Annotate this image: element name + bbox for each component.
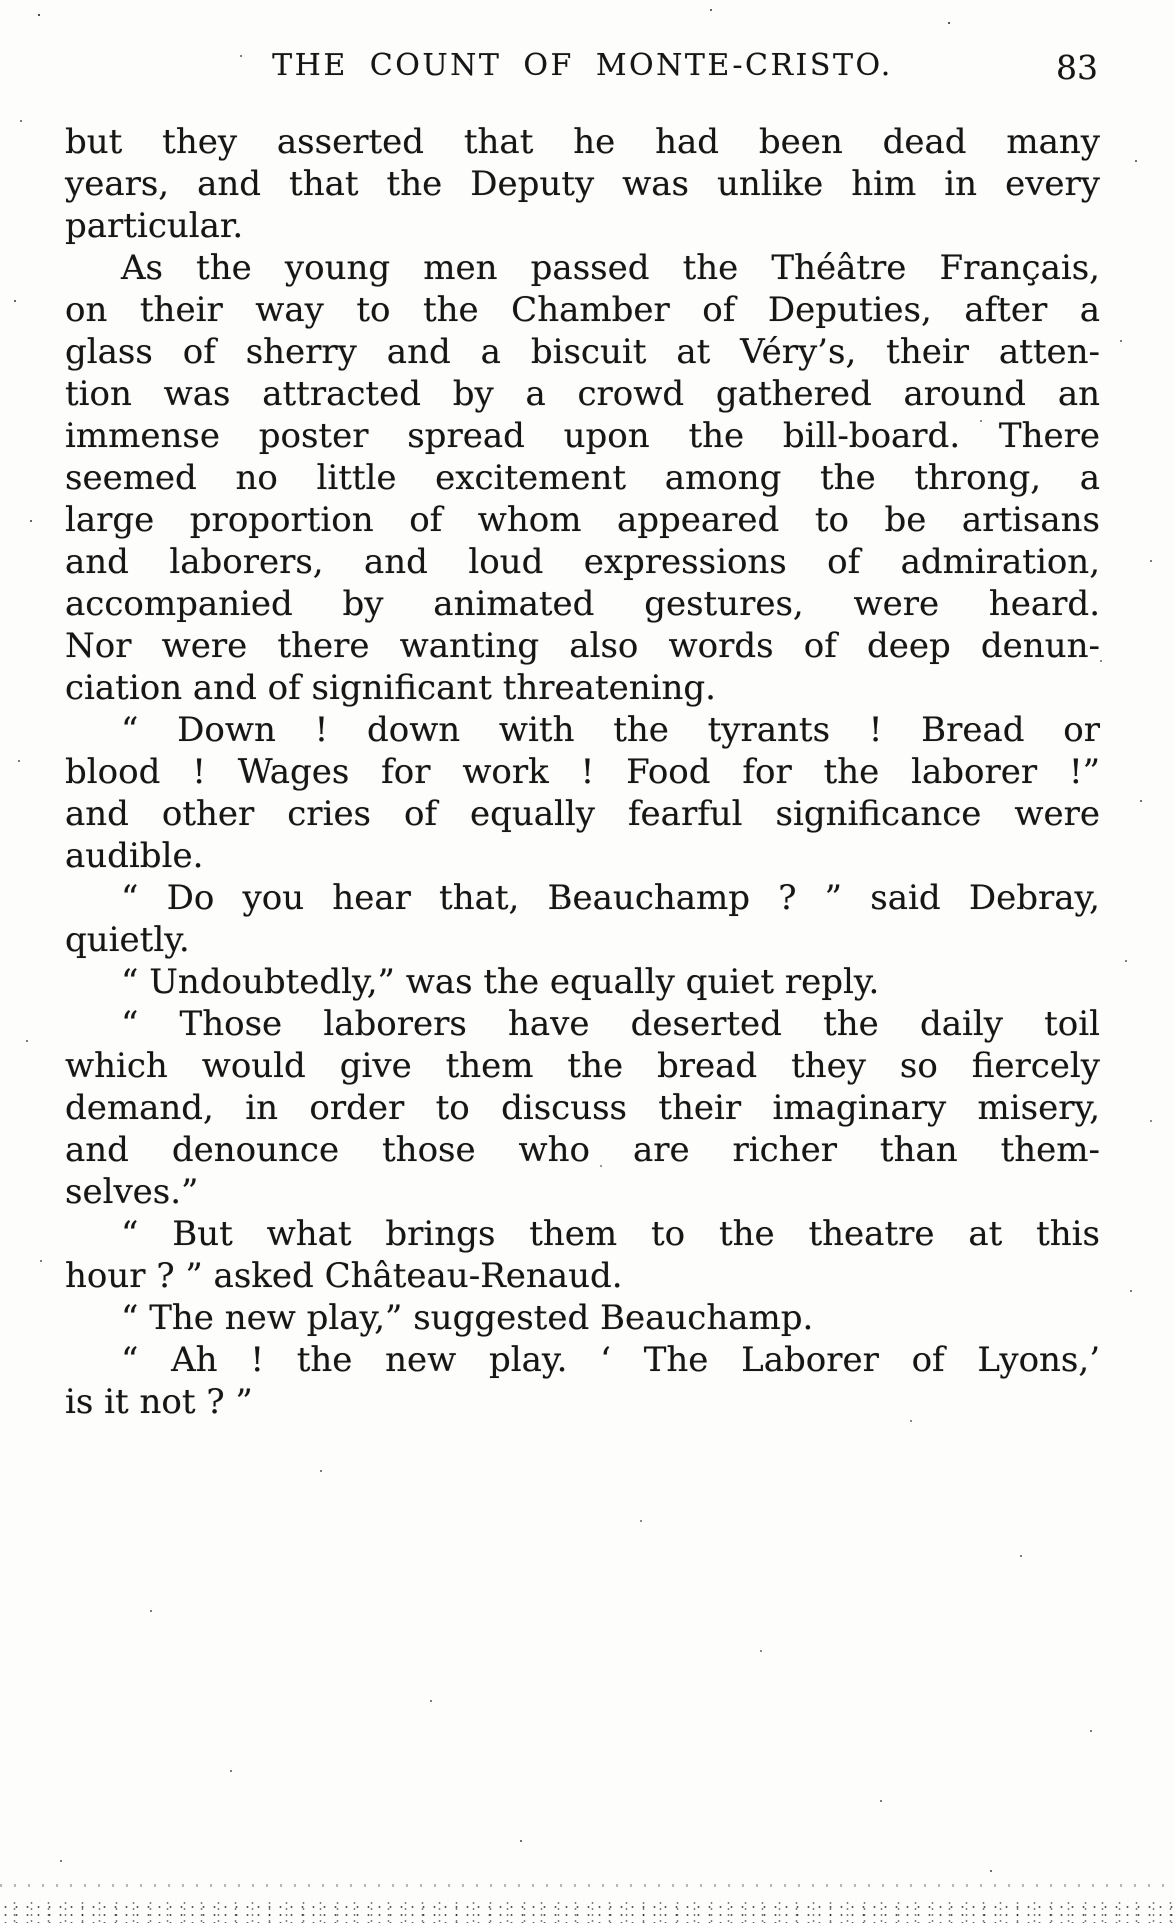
text-line: “ Those laborers have deserted the daily toil — [121, 1004, 1100, 1044]
text-line: immense poster spread upon the bill-board. There — [65, 416, 1100, 456]
text-line: and other cries of equally fearful significance were — [65, 794, 1100, 834]
text-line: As the young men passed the Théâtre Français, — [121, 248, 1100, 288]
paper-speckles — [0, 0, 2, 2]
page-number: 83 — [1056, 48, 1098, 87]
text-line: quietly. — [65, 920, 190, 960]
text-line: hour ? ” asked Château-Renaud. — [65, 1256, 623, 1296]
text-line: large proportion of whom appeared to be artisans — [65, 500, 1100, 540]
text-line: years, and that the Deputy was unlike him in every — [65, 164, 1100, 204]
text-line: particular. — [65, 206, 244, 246]
text-line: ciation and of significant threatening. — [65, 668, 716, 708]
text-line: demand, in order to discuss their imaginary misery, — [65, 1088, 1100, 1128]
text-line: but they asserted that he had been dead many — [65, 122, 1100, 162]
text-line: and laborers, and loud expressions of admiration, — [65, 542, 1100, 582]
text-line: blood ! Wages for work ! Food for the laborer !” — [65, 752, 1100, 792]
running-header — [65, 48, 1100, 92]
running-title: THE COUNT OF MONTE-CRISTO. — [272, 48, 893, 83]
text-line: “ But what brings them to the theatre at this — [121, 1214, 1100, 1254]
text-line: Nor were there wanting also words of deep denun- — [65, 626, 1100, 666]
page-body — [65, 121, 1100, 1423]
text-line: audible. — [65, 836, 204, 876]
text-line: selves.” — [65, 1172, 199, 1212]
text-line: accompanied by animated gestures, were heard. — [65, 584, 1100, 624]
text-line: which would give them the bread they so fiercely — [65, 1046, 1100, 1086]
text-line: “ The new play,” suggested Beauchamp. — [121, 1298, 814, 1338]
scan-noise-line — [0, 1884, 1175, 1887]
scan-noise-band — [0, 1901, 1175, 1923]
text-line: tion was attracted by a crowd gathered around an — [65, 374, 1100, 414]
text-line: on their way to the Chamber of Deputies, after a — [65, 290, 1100, 330]
text-line: and denounce those who are richer than them- — [65, 1130, 1100, 1170]
text-line: “ Ah ! the new play. ‘ The Laborer of Lyons,’ — [121, 1340, 1100, 1380]
text-line: glass of sherry and a biscuit at Véry’s, their atten- — [65, 332, 1100, 372]
text-line: “ Do you hear that, Beauchamp ? ” said Debray, — [121, 878, 1100, 918]
text-line: seemed no little excitement among the throng, a — [65, 458, 1100, 498]
text-line: “ Down ! down with the tyrants ! Bread or — [121, 710, 1100, 750]
text-line: “ Undoubtedly,” was the equally quiet reply. — [121, 962, 880, 1002]
text-line: is it not ? ” — [65, 1382, 253, 1422]
